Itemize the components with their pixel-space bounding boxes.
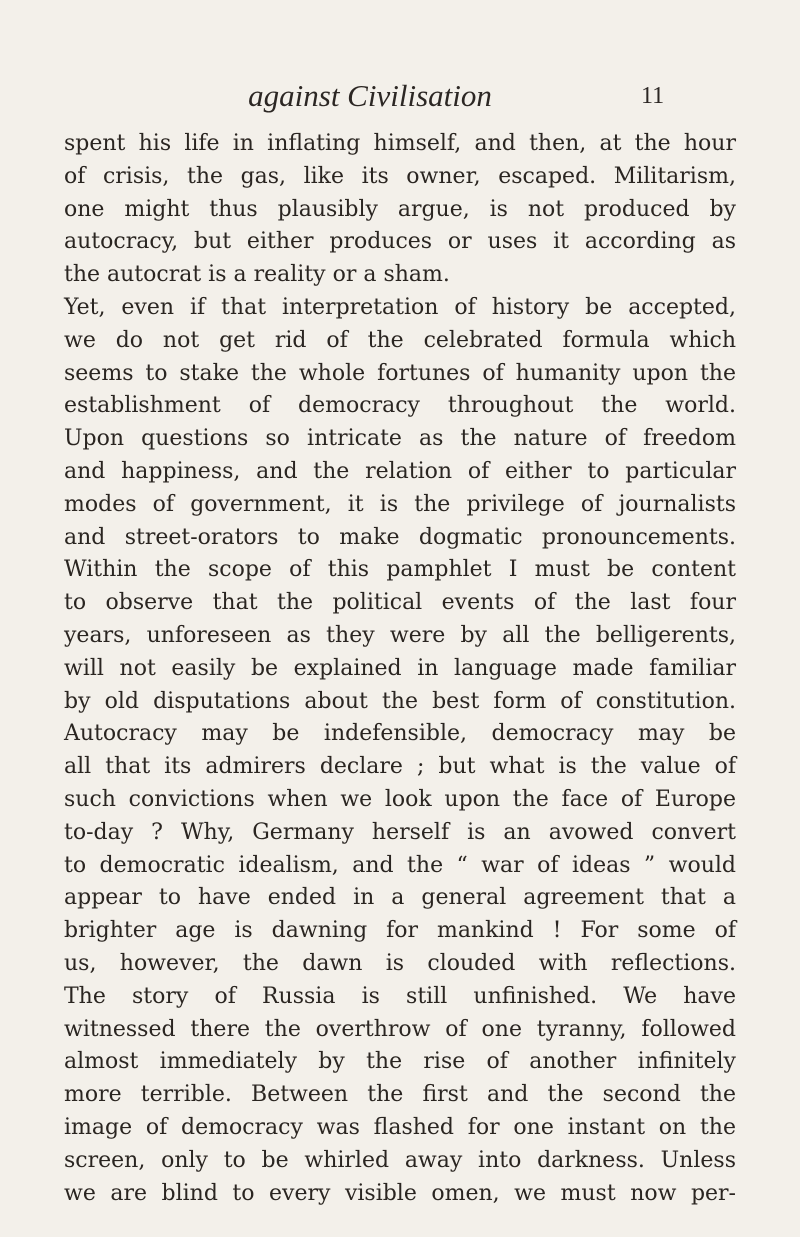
text-line: image of democracy was flashed for one instant on the <box>64 1114 736 1140</box>
text-line: by old disputations about the best form of constitution. <box>64 688 736 714</box>
text-line: screen, only to be whirled away into darkness. Unless <box>64 1147 736 1173</box>
text-line: witnessed there the overthrow of one tyranny, followed <box>64 1016 736 1042</box>
text-line: of crisis, the gas, like its owner, escaped. Militarism, <box>64 163 736 189</box>
text-line: seems to stake the whole fortunes of humanity upon the <box>64 360 736 386</box>
text-line: Yet, even if that interpretation of history be accepted, <box>64 294 736 320</box>
text-line: us, however, the dawn is clouded with reflections. <box>64 950 736 976</box>
text-line: establishment of democracy throughout the world. <box>64 393 736 419</box>
text-line: and street-orators to make dogmatic pronouncements. <box>64 524 736 550</box>
running-title: against Civilisation <box>248 78 492 113</box>
text-line: all that its admirers declare ; but what is the value of <box>64 754 736 780</box>
text-line: The story of Russia is still unfinished. We have <box>64 983 736 1009</box>
page-header <box>0 78 800 114</box>
body-text <box>64 128 736 1210</box>
text-line: the autocrat is a reality or a sham. <box>64 262 450 288</box>
text-line: brighter age is dawning for mankind ! For some of <box>64 918 736 944</box>
text-line: to-day ? Why, Germany herself is an avowed convert <box>64 819 736 845</box>
text-line: one might thus plausibly argue, is not produced by <box>64 196 736 222</box>
text-line: we are blind to every visible omen, we must now per- <box>64 1180 736 1206</box>
text-line: Upon questions so intricate as the nature of freedom <box>64 426 736 452</box>
text-line: will not easily be explained in language made familiar <box>64 655 736 681</box>
text-line: years, unforeseen as they were by all the belligerents, <box>64 622 736 648</box>
text-line: modes of government, it is the privilege of journalists <box>64 491 736 517</box>
text-line: Autocracy may be indefensible, democracy may be <box>64 721 736 747</box>
text-line: Within the scope of this pamphlet I must be content <box>64 557 736 583</box>
text-line: to democratic idealism, and the “ war of ideas ” would <box>64 852 736 878</box>
text-line: spent his life in inflating himself, and then, at the hour <box>64 131 736 156</box>
text-line: almost immediately by the rise of another infinitely <box>64 1049 736 1075</box>
text-line: to observe that the political events of the last four <box>64 590 736 616</box>
text-line: more terrible. Between the first and the second the <box>64 1082 736 1108</box>
page-number: 11 <box>641 83 665 109</box>
text-line: and happiness, and the relation of either to particular <box>64 458 736 484</box>
text-line: appear to have ended in a general agreement that a <box>64 885 736 911</box>
text-line: we do not get rid of the celebrated formula which <box>64 327 736 353</box>
text-line: such convictions when we look upon the face of Europe <box>64 786 736 812</box>
text-line: autocracy, but either produces or uses it according as <box>64 229 736 255</box>
